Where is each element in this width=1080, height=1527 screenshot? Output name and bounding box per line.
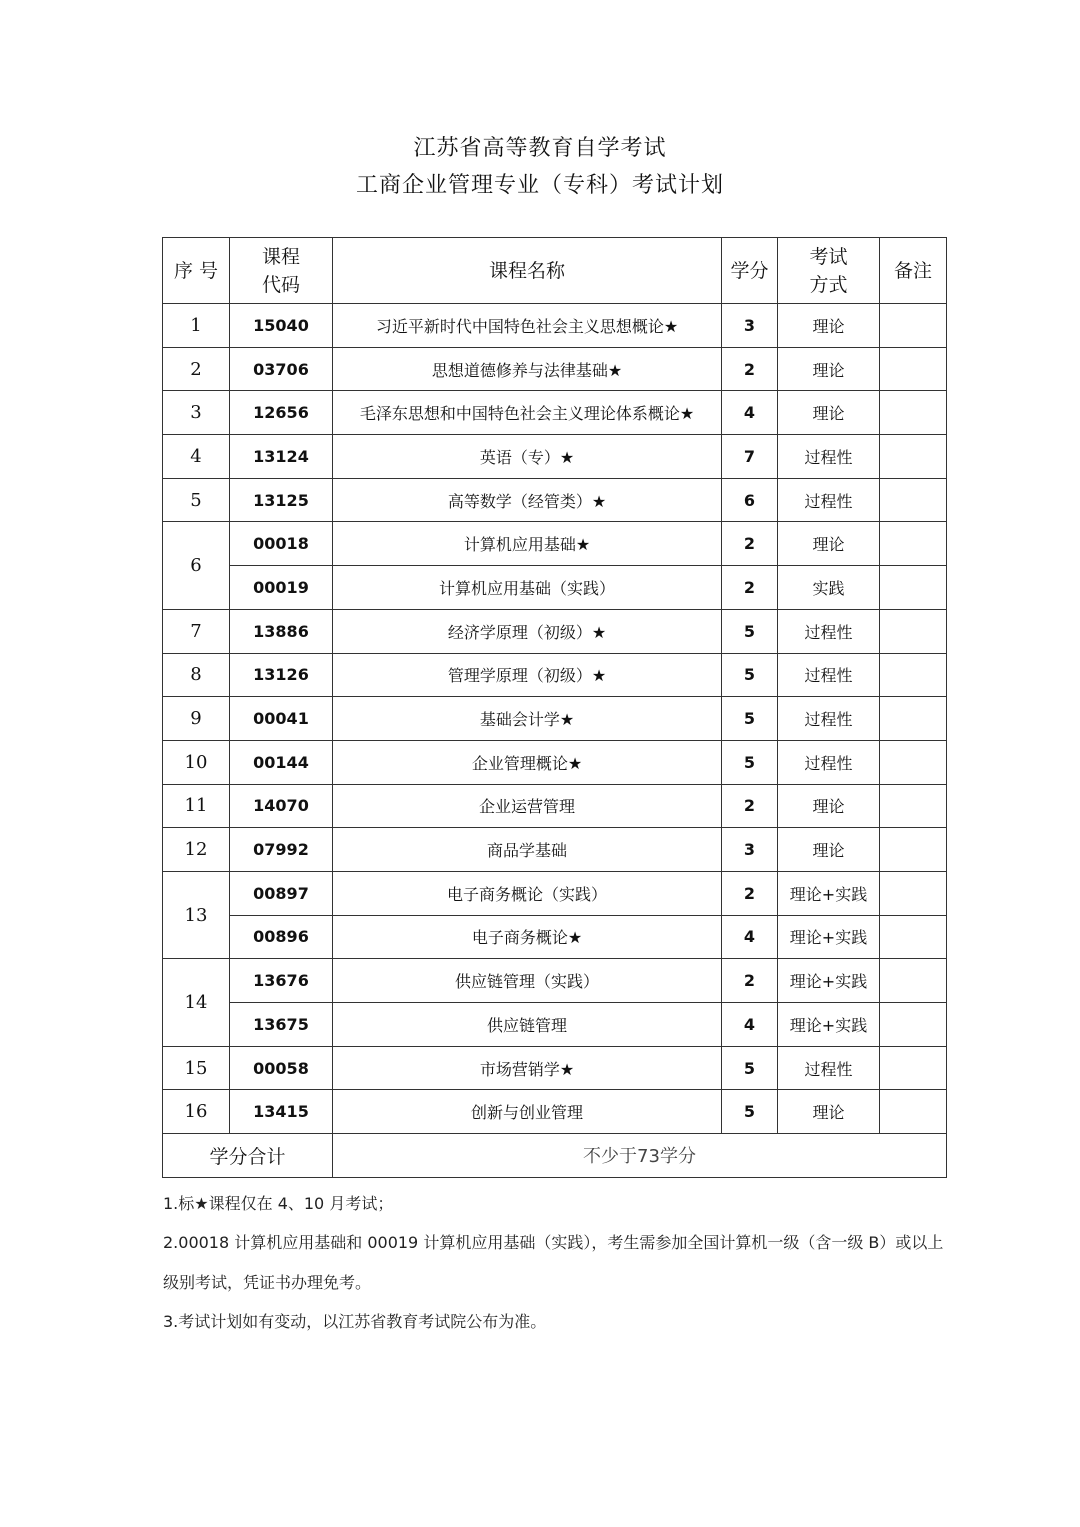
row-course-name: 思想道德修养与法律基础★ [333,347,722,391]
row-course-code: 13124 [230,435,333,479]
row-exam-method: 过程性 [778,435,880,479]
row-seq: 3 [163,391,230,435]
row-remark [880,915,947,959]
row-credit: 7 [722,435,778,479]
table-row [163,566,947,610]
row-exam-method: 理论 [778,304,880,348]
total-credit-value: 不少于73学分 [333,1134,947,1178]
header-course-name: 课程名称 [333,238,722,304]
row-exam-method: 理论 [778,347,880,391]
row-course-code: 07992 [230,828,333,872]
row-credit: 6 [722,478,778,522]
header-course-code-line2: 代码 [261,273,300,296]
row-exam-method: 理论+实践 [778,959,880,1003]
row-seq: 5 [163,478,230,522]
row-seq: 7 [163,609,230,653]
table-row [163,347,947,391]
header-exam-method-line1: 考试 [809,245,848,268]
table-row [163,915,947,959]
row-course-code: 00058 [230,1046,333,1090]
row-remark [880,1003,947,1047]
row-course-code: 00144 [230,740,333,784]
table-row [163,1090,947,1134]
row-seq: 8 [163,653,230,697]
row-credit: 2 [722,566,778,610]
row-course-name: 计算机应用基础★ [333,522,722,566]
row-credit: 2 [722,959,778,1003]
table-row [163,697,947,741]
row-exam-method: 过程性 [778,653,880,697]
row-credit: 5 [722,609,778,653]
row-course-code: 03706 [230,347,333,391]
row-course-code: 13125 [230,478,333,522]
row-credit: 5 [722,697,778,741]
row-exam-method: 实践 [778,566,880,610]
row-course-code: 13415 [230,1090,333,1134]
row-course-name: 计算机应用基础（实践） [333,566,722,610]
exam-plan-table [162,237,947,1178]
row-credit: 2 [722,784,778,828]
row-remark [880,784,947,828]
row-credit: 3 [722,304,778,348]
header-exam-method [778,238,880,304]
row-remark [880,1090,947,1134]
row-remark [880,478,947,522]
document-title: 江苏省高等教育自学考试 [413,136,667,161]
total-credit-label: 学分合计 [163,1134,333,1178]
row-remark [880,740,947,784]
row-remark [880,1046,947,1090]
row-course-name: 毛泽东思想和中国特色社会主义理论体系概论★ [333,391,722,435]
table-row [163,478,947,522]
row-course-code: 00897 [230,871,333,915]
table-row [163,609,947,653]
row-exam-method: 理论+实践 [778,1003,880,1047]
row-seq: 12 [163,828,230,872]
row-seq: 4 [163,435,230,479]
row-course-name: 商品学基础 [333,828,722,872]
row-exam-method: 理论 [778,522,880,566]
row-remark [880,391,947,435]
row-credit: 5 [722,1090,778,1134]
header-course-code-line1: 课程 [261,245,300,268]
header-seq: 序 号 [163,238,230,304]
row-exam-method: 理论+实践 [778,915,880,959]
row-course-code: 00018 [230,522,333,566]
row-course-name: 经济学原理（初级）★ [333,609,722,653]
row-exam-method: 理论 [778,1090,880,1134]
row-course-name: 供应链管理 [333,1003,722,1047]
row-remark [880,871,947,915]
row-credit: 2 [722,347,778,391]
row-seq: 11 [163,784,230,828]
row-exam-method: 过程性 [778,609,880,653]
row-remark [880,435,947,479]
row-seq: 9 [163,697,230,741]
row-remark [880,566,947,610]
row-remark [880,347,947,391]
table-row [163,871,947,915]
row-credit: 4 [722,915,778,959]
row-exam-method: 过程性 [778,697,880,741]
row-credit: 5 [722,653,778,697]
row-seq: 16 [163,1090,230,1134]
row-exam-method: 理论 [778,391,880,435]
row-credit: 4 [722,1003,778,1047]
note-3: 3.考试计划如有变动，以江苏省教育考试院公布为准。 [163,1312,547,1331]
row-course-name: 电子商务概论★ [333,915,722,959]
row-credit: 3 [722,828,778,872]
row-seq: 14 [163,959,230,1046]
table-row [163,959,947,1003]
table-header-row [163,238,947,304]
row-course-name: 创新与创业管理 [333,1090,722,1134]
row-course-code: 13675 [230,1003,333,1047]
row-exam-method: 过程性 [778,740,880,784]
total-row [163,1134,947,1178]
row-exam-method: 过程性 [778,1046,880,1090]
document-subtitle: 工商企业管理专业（专科）考试计划 [355,173,724,198]
table-row [163,828,947,872]
row-course-code: 13126 [230,653,333,697]
row-course-name: 英语（专）★ [333,435,722,479]
note-2: 2.00018 计算机应用基础和 00019 计算机应用基础（实践），考生需参加全国计算机一级（含一级 B）或以上级别考试，凭证书办理免考。 [163,1233,944,1292]
row-course-code: 00041 [230,697,333,741]
header-credit: 学分 [722,238,778,304]
row-course-name: 企业运营管理 [333,784,722,828]
row-credit: 5 [722,740,778,784]
row-course-name: 市场营销学★ [333,1046,722,1090]
row-course-code: 00019 [230,566,333,610]
table-row [163,391,947,435]
row-remark [880,697,947,741]
row-seq: 6 [163,522,230,609]
table-row [163,740,947,784]
row-seq: 13 [163,871,230,958]
row-course-code: 14070 [230,784,333,828]
row-remark [880,609,947,653]
row-exam-method: 理论 [778,784,880,828]
row-credit: 2 [722,871,778,915]
row-remark [880,653,947,697]
row-course-code: 13886 [230,609,333,653]
row-course-code: 13676 [230,959,333,1003]
header-exam-method-line2: 方式 [809,273,848,296]
row-course-code: 12656 [230,391,333,435]
row-course-code: 00896 [230,915,333,959]
row-exam-method: 理论+实践 [778,871,880,915]
row-credit: 4 [722,391,778,435]
row-course-name: 企业管理概论★ [333,740,722,784]
row-seq: 10 [163,740,230,784]
row-remark [880,959,947,1003]
header-remark: 备注 [880,238,947,304]
row-exam-method: 理论 [778,828,880,872]
table-row [163,522,947,566]
header-course-code [230,238,333,304]
table-row [163,304,947,348]
row-exam-method: 过程性 [778,478,880,522]
row-seq: 2 [163,347,230,391]
table-row [163,1046,947,1090]
row-course-name: 供应链管理（实践） [333,959,722,1003]
row-remark [880,304,947,348]
row-course-code: 15040 [230,304,333,348]
table-row [163,435,947,479]
row-course-name: 基础会计学★ [333,697,722,741]
row-course-name: 习近平新时代中国特色社会主义思想概论★ [333,304,722,348]
row-seq: 15 [163,1046,230,1090]
row-course-name: 电子商务概论（实践） [333,871,722,915]
row-seq: 1 [163,304,230,348]
row-course-name: 高等数学（经管类）★ [333,478,722,522]
row-credit: 2 [722,522,778,566]
row-credit: 5 [722,1046,778,1090]
table-row [163,653,947,697]
row-remark [880,828,947,872]
note-1: 1.标★课程仅在 4、10 月考试； [163,1194,394,1213]
table-row [163,1003,947,1047]
row-course-name: 管理学原理（初级）★ [333,653,722,697]
row-remark [880,522,947,566]
table-row [163,784,947,828]
